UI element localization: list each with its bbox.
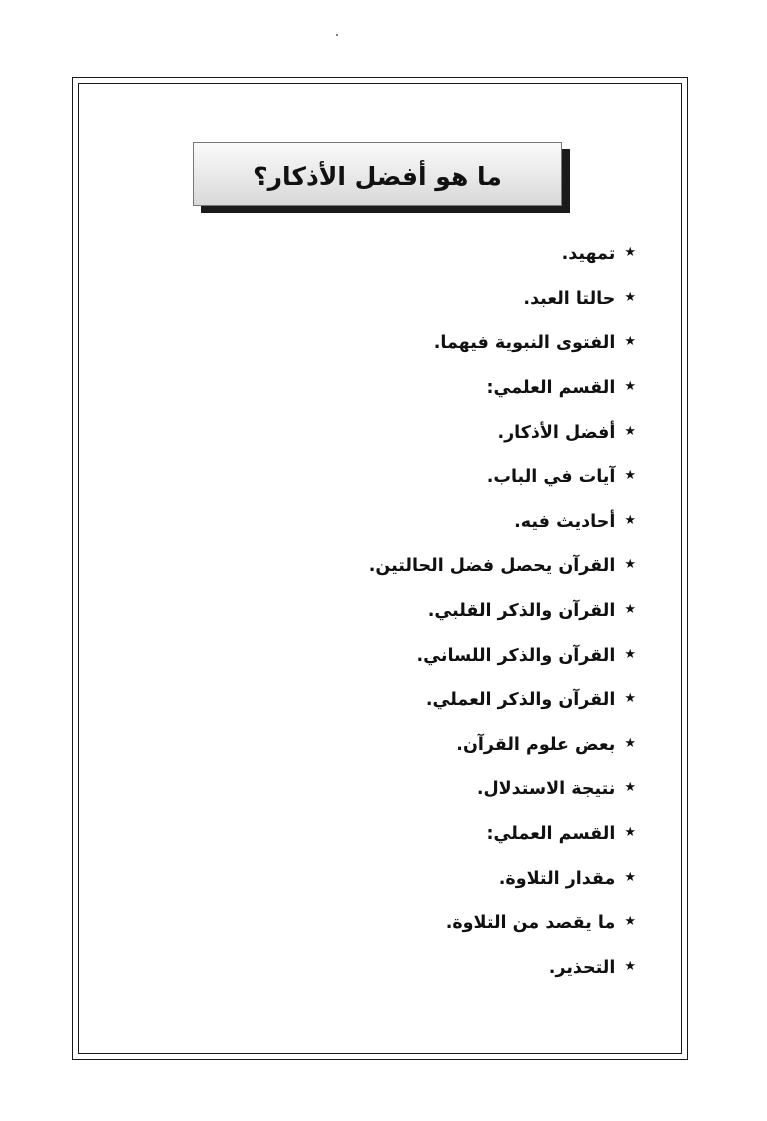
list-item (330, 366, 636, 411)
star-bullet-icon: ★ (624, 914, 636, 930)
list-item (330, 277, 636, 322)
star-bullet-icon: ★ (624, 423, 636, 439)
star-bullet-icon: ★ (624, 691, 636, 707)
list-item (330, 723, 636, 768)
list-item (330, 633, 636, 678)
page-title: ما هو أفضل الأذكار؟ (253, 161, 502, 191)
list-item (330, 678, 636, 723)
list-item-text: ما يقصد من التلاوة. (445, 913, 616, 934)
star-bullet-icon: ★ (624, 245, 636, 261)
title-box (193, 142, 562, 206)
list-item-text: تمهيد. (561, 244, 616, 265)
star-bullet-icon: ★ (624, 869, 636, 885)
list-item (330, 455, 636, 500)
contents-list (330, 232, 636, 990)
list-item (330, 232, 636, 277)
list-item-text: القسم العلمي: (486, 378, 616, 399)
list-item (330, 500, 636, 545)
list-item-text: أحاديث فيه. (514, 511, 616, 532)
list-item (330, 856, 636, 901)
star-bullet-icon: ★ (624, 735, 636, 751)
list-item (330, 901, 636, 946)
list-item (330, 589, 636, 634)
list-item-text: القرآن والذكر اللساني. (416, 645, 616, 666)
star-bullet-icon: ★ (624, 825, 636, 841)
star-bullet-icon: ★ (624, 379, 636, 395)
list-item-text: القرآن يحصل فضل الحالتين. (368, 556, 616, 577)
list-item (330, 812, 636, 857)
star-bullet-icon: ★ (624, 468, 636, 484)
list-item-text: نتيجة الاستدلال. (476, 779, 616, 800)
star-bullet-icon: ★ (624, 512, 636, 528)
list-item (330, 410, 636, 455)
list-item-text: أفضل الأذكار. (497, 422, 616, 443)
list-item-text: مقدار التلاوة. (498, 868, 616, 889)
list-item-text: بعض علوم القرآن. (456, 734, 616, 755)
list-item (330, 321, 636, 366)
list-item-text: الفتوى النبوية فيهما. (433, 333, 616, 354)
list-item-text: التحذير. (548, 957, 616, 978)
list-item (330, 544, 636, 589)
list-item-text: آيات في الباب. (486, 467, 616, 488)
list-item-text: حالتا العبد. (523, 288, 616, 309)
list-item (330, 946, 636, 991)
star-bullet-icon: ★ (624, 602, 636, 618)
star-bullet-icon: ★ (624, 334, 636, 350)
star-bullet-icon: ★ (624, 780, 636, 796)
star-bullet-icon: ★ (624, 958, 636, 974)
list-item-text: القرآن والذكر القلبي. (427, 601, 616, 622)
star-bullet-icon: ★ (624, 557, 636, 573)
list-item (330, 767, 636, 812)
list-item-text: القسم العملي: (486, 824, 616, 845)
star-bullet-icon: ★ (624, 646, 636, 662)
scan-speck (336, 34, 338, 36)
list-item-text: القرآن والذكر العملي. (425, 690, 616, 711)
star-bullet-icon: ★ (624, 289, 636, 305)
